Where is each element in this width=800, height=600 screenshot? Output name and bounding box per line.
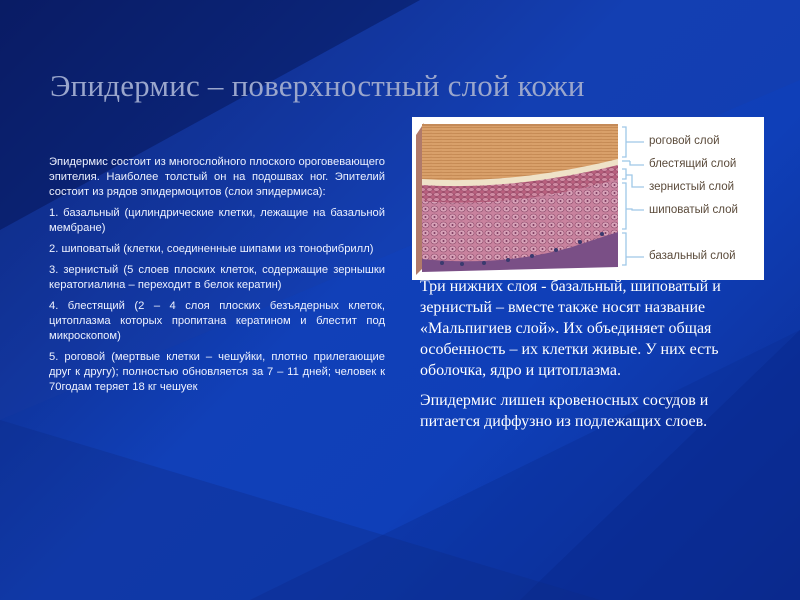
nutrition-paragraph: Эпидермис лишен кровеносных сосудов и питается диффузно из подлежащих слоев. bbox=[420, 392, 709, 430]
label-stratum-granulosum: зернистый слой bbox=[649, 181, 735, 193]
layer-item-lucidum: 4. блестящий (2 – 4 слоя плоских безъядерных клеток, цитоплазма которых пропитана кератином и блестит под микроскопом) bbox=[49, 300, 385, 342]
layer-item-granular: 3. зернистый (5 слоев плоских клеток, содержащие зернышки кератогиалина – переходит в белок кератин) bbox=[49, 264, 385, 291]
right-text-block bbox=[420, 276, 738, 441]
intro-paragraph: Эпидермис состоит из многослойного плоского ороговевающего эпителия. Наиболее толстый он на подошвах ног. Эпителий состоит из рядов эпидермоцитов (слои эпидермиса): bbox=[49, 156, 385, 198]
label-stratum-lucidum: блестящий слой bbox=[649, 158, 737, 170]
slide-title: Эпидермис – поверхностный слой кожи bbox=[50, 68, 585, 103]
label-stratum-corneum: роговой слой bbox=[649, 135, 720, 147]
epidermis-diagram bbox=[412, 117, 764, 280]
label-stratum-spinosum: шиповатый слой bbox=[649, 204, 738, 216]
left-text-block bbox=[49, 155, 385, 401]
label-stratum-basale: базальный слой bbox=[649, 250, 736, 262]
malpighian-paragraph: Три нижних слоя - базальный, шиповатый и зернистый – вместе также носят название «Мальпигиев слой». Их объединяет общая особенность – их клетки живые. У них есть оболочка, ядро и цитоплазма. bbox=[420, 278, 721, 379]
layer-item-basal: 1. базальный (цилиндрические клетки, лежащие на базальной мембране) bbox=[49, 207, 385, 234]
layer-item-corneum: 5. роговой (мертвые клетки – чешуйки, плотно прилегающие друг к другу); полностью обновляется за 7 – 11 дней; человек к 70годам теряет 18 кг чешуек bbox=[49, 351, 385, 393]
layer-item-spinous: 2. шиповатый (клетки, соединенные шипами из тонофибрилл) bbox=[49, 243, 374, 255]
